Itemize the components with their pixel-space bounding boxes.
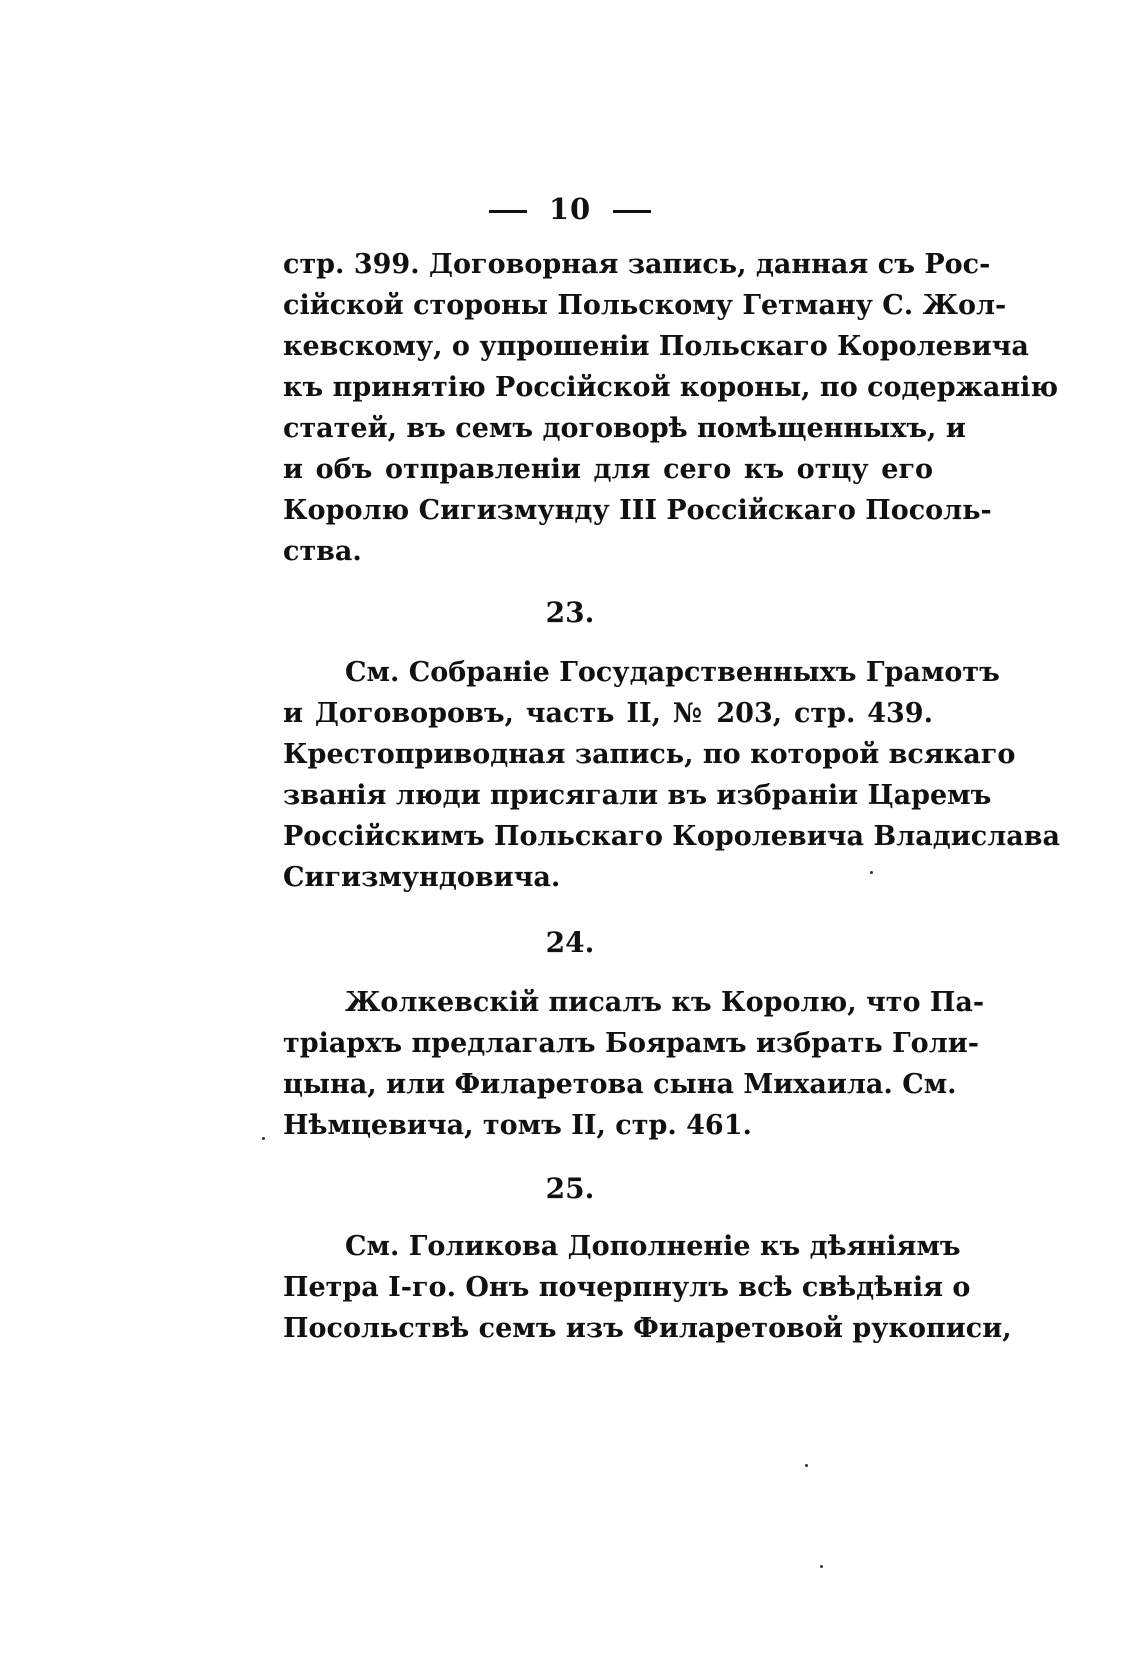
text-line: Нѣмцевича, томъ II, стр. 461. [283, 1110, 752, 1141]
page-header [0, 192, 1140, 226]
text-line: См. Голикова Дополненіе къ дѣяніямъ [345, 1231, 961, 1262]
note-number: 25. [545, 1172, 595, 1205]
text-line: См. Собраніе Государственныхъ Грамотъ [345, 657, 1000, 688]
text-line: ства. [283, 536, 362, 567]
text-line: Жолкевскій писалъ къ Королю, что Па- [345, 987, 985, 1018]
text-line: Россійскимъ Польскаго Королевича Владислава [283, 821, 1060, 852]
note-number: 24. [545, 926, 595, 959]
scan-speck [262, 1137, 265, 1140]
header-dash-left [489, 210, 527, 213]
text-line: тріархъ предлагалъ Боярамъ избрать Голи- [283, 1028, 979, 1059]
note-paragraph [283, 1226, 1012, 1349]
note-number: 23. [545, 596, 595, 629]
text-line: и Договоровъ, часть II, № 203, стр. 439. [283, 698, 933, 729]
text-line: званія люди присягали въ избраніи Царемъ [283, 780, 992, 811]
text-line: Королю Сигизмунду III Россійскаго Посоль- [283, 495, 992, 526]
text-line: Посольствѣ семъ изъ Филаретовой рукописи, [283, 1313, 1012, 1344]
text-line: статей, въ семъ договорѣ помѣщенныхъ, и [283, 413, 966, 444]
text-line: сійской стороны Польскому Гетману С. Жол- [283, 290, 1007, 321]
text-line: и объ отправленіи для сего къ отцу его [283, 454, 933, 485]
header-dash-right [613, 210, 651, 213]
note-paragraph [283, 652, 1060, 898]
scan-speck [820, 1565, 823, 1568]
continued-paragraph [283, 244, 1059, 572]
text-line: стр. 399. Договорная запись, данная съ Рос- [283, 249, 991, 280]
text-line: кевскому, о упрошеніи Польскаго Королевича [283, 331, 1029, 362]
text-line: цына, или Филаретова сына Михаила. См. [283, 1069, 957, 1100]
scan-speck [805, 1464, 808, 1467]
text-line: Крестоприводная запись, по которой всякаго [283, 739, 1016, 770]
text-line: Петра І-го. Онъ почерпнулъ всѣ свѣдѣнія о [283, 1272, 971, 1303]
text-line: къ принятію Россійской короны, по содержанію [283, 372, 1059, 403]
text-line: Сигизмундовича. [283, 862, 561, 893]
note-paragraph [283, 982, 985, 1146]
page-number: 10 [548, 192, 592, 226]
scan-speck [870, 871, 873, 874]
